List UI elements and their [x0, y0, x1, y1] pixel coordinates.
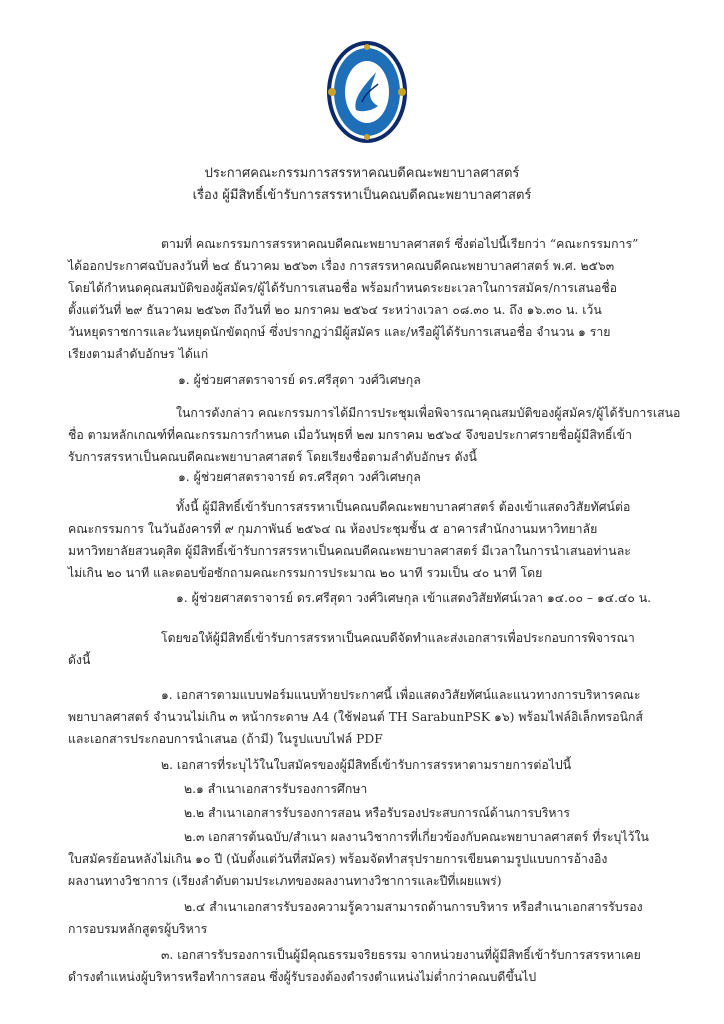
document-title: ประกาศคณะกรรมการสรรหาคณบดีคณะพยาบาลศาสตร์	[204, 166, 520, 181]
paragraph-line: การอบรมหลักสูตรผู้บริหาร	[68, 922, 208, 936]
paragraph-line: ผลงานทางวิชาการ (เรียงลำดับตามประเภทของผลงานทางวิชาการและปีที่เผยแพร่)	[68, 874, 502, 888]
paragraph-line: ดังนี้	[68, 653, 91, 667]
paragraph-line: รับการสรรหาเป็นคณบดีคณะพยาบาลศาสตร์ โดยเรียงชื่อตามลำดับอักษร ดังนี้	[68, 450, 477, 464]
sub-requirement-item: ๒.๔ สำเนาเอกสารรับรองความรู้ความสามารถด้านการบริหาร หรือสำเนาเอกสารรับรอง	[184, 900, 643, 914]
paragraph-line: ได้ออกประกาศฉบับลงวันที่ ๒๔ ธันวาคม ๒๕๖๓ เรื่อง การสรรหาคณบดีคณะพยาบาลศาสตร์ พ.ศ. ๒๕๖๓	[68, 259, 615, 273]
paragraph-line: ในการดังกล่าว คณะกรรมการได้มีการประชุมเพื่อพิจารณาคุณสมบัติของผู้สมัคร/ผู้ได้รับการเสนอ	[176, 406, 681, 420]
paragraph-line: โดยขอให้ผู้มีสิทธิ์เข้ารับการสรรหาเป็นคณบดีจัดทำและส่งเอกสารเพื่อประกอบการพิจารณา	[161, 631, 635, 645]
sub-requirement-item: ๒.๒ สำเนาเอกสารรับรองการสอน หรือรับรองประสบการณ์ด้านการบริหาร	[184, 806, 571, 820]
paragraph-line: วันหยุดราชการและวันหยุดนักขัตฤกษ์ ซึ่งปรากฏว่ามีผู้สมัคร และ/หรือผู้ได้รับการเสนอชื่อ จำนวน ๑ ราย	[68, 325, 611, 339]
sub-requirement-item: ๒.๓ เอกสารต้นฉบับ/สำเนา ผลงานวิชาการที่เกี่ยวข้องกับคณะพยาบาลศาสตร์ ที่ระบุไว้ใน	[184, 830, 649, 844]
paragraph-line: คณะกรรมการ ในวันอังคารที่ ๙ กุมภาพันธ์ ๒๕๖๔ ณ ห้องประชุมชั้น ๕ อาคารสำนักงานมหาวิทยาลัย	[68, 522, 598, 536]
paragraph-line: ตั้งแต่วันที่ ๒๙ ธันวาคม ๒๕๖๓ ถึงวันที่ ๒๐ มกราคม ๒๕๖๔ ระหว่างเวลา ๐๘.๓๐ น. ถึง ๑๖.๓๐ น. เว้น	[68, 303, 602, 317]
paragraph-line: ใบสมัครย้อนหลังไม่เกิน ๑๐ ปี (นับตั้งแต่วันที่สมัคร) พร้อมจัดทำสรุปรายการเขียนตามรูปแบบการอ้างอิง	[68, 852, 608, 866]
candidate-list-item: ๑. ผู้ช่วยศาสตราจารย์ ดร.ศรีสุดา วงศ์วิเศษกุล	[178, 470, 421, 484]
paragraph-line: โดยได้กำหนดคุณสมบัติของผู้สมัคร/ผู้ได้รับการเสนอชื่อ พร้อมกำหนดระยะเวลาในการสมัคร/การเสนอชื่อ	[68, 281, 618, 295]
schedule-list-item: ๑. ผู้ช่วยศาสตราจารย์ ดร.ศรีสุดา วงศ์วิเศษกุล เข้าแสดงวิสัยทัศน์เวลา ๑๔.๐๐ – ๑๔.๔๐ น.	[176, 591, 652, 605]
paragraph-line: ชื่อ ตามหลักเกณฑ์ที่คณะกรรมการกำหนด เมื่อวันพุธที่ ๒๗ มกราคม ๒๕๖๔ จึงขอประกาศรายชื่อผู้มีสิทธิ์เข้า	[68, 428, 632, 442]
sub-requirement-item: ๒.๑ สำเนาเอกสารรับรองการศึกษา	[184, 782, 368, 796]
document-requirement-item: ๑. เอกสารตามแบบฟอร์มแนบท้ายประกาศนี้ เพื่อแสดงวิสัยทัศน์และแนวทางการบริหารคณะ	[161, 688, 641, 702]
document-requirement-item: ๓. เอกสารรับรองการเป็นผู้มีคุณธรรมจริยธรรม จากหน่วยงานที่ผู้มีสิทธิ์เข้ารับการสรรหาเคย	[161, 948, 641, 962]
paragraph-line: ทั้งนี้ ผู้มีสิทธิ์เข้ารับการสรรหาเป็นคณบดีคณะพยาบาลศาสตร์ ต้องเข้าแสดงวิสัยทัศน์ต่อ	[176, 500, 631, 514]
university-seal-logo	[326, 40, 408, 144]
candidate-list-item: ๑. ผู้ช่วยศาสตราจารย์ ดร.ศรีสุดา วงศ์วิเศษกุล	[178, 373, 421, 387]
paragraph-line: ดำรงตำแหน่งผู้บริหารหรือทำการสอน ซึ่งผู้รับรองต้องดำรงตำแหน่งไม่ต่ำกว่าคณบดีขึ้นไป	[68, 970, 537, 984]
paragraph-line: พยาบาลศาสตร์ จำนวนไม่เกิน ๓ หน้ากระดาษ A4 (ใช้ฟอนต์ TH SarabunPSK ๑๖) พร้อมไฟล์อิเล็กทรอนิกส์	[68, 710, 643, 724]
paragraph-line: ไม่เกิน ๒๐ นาที และตอบข้อซักถามคณะกรรมการประมาณ ๒๐ นาที รวมเป็น ๔๐ นาที โดย	[68, 566, 543, 580]
document-requirement-item: ๒. เอกสารที่ระบุไว้ในใบสมัครของผู้มีสิทธิ์เข้ารับการสรรหาตามรายการต่อไปนี้	[161, 758, 572, 772]
paragraph-line: และเอกสารประกอบการนำเสนอ (ถ้ามี) ในรูปแบบไฟล์ PDF	[68, 732, 383, 746]
document-subject: เรื่อง ผู้มีสิทธิ์เข้ารับการสรรหาเป็นคณบดีคณะพยาบาลศาสตร์	[192, 188, 532, 203]
paragraph-line: เรียงตามลำดับอักษร ได้แก่	[68, 347, 209, 361]
paragraph-line: ตามที่ คณะกรรมการสรรหาคณบดีคณะพยาบาลศาสตร์ ซึ่งต่อไปนี้เรียกว่า “คณะกรรมการ”	[161, 237, 639, 251]
paragraph-line: มหาวิทยาลัยสวนดุสิต ผู้มีสิทธิ์เข้ารับการสรรหาเป็นคณบดีคณะพยาบาลศาสตร์ มีเวลาในการนำเสนอท่านละ	[68, 544, 631, 558]
